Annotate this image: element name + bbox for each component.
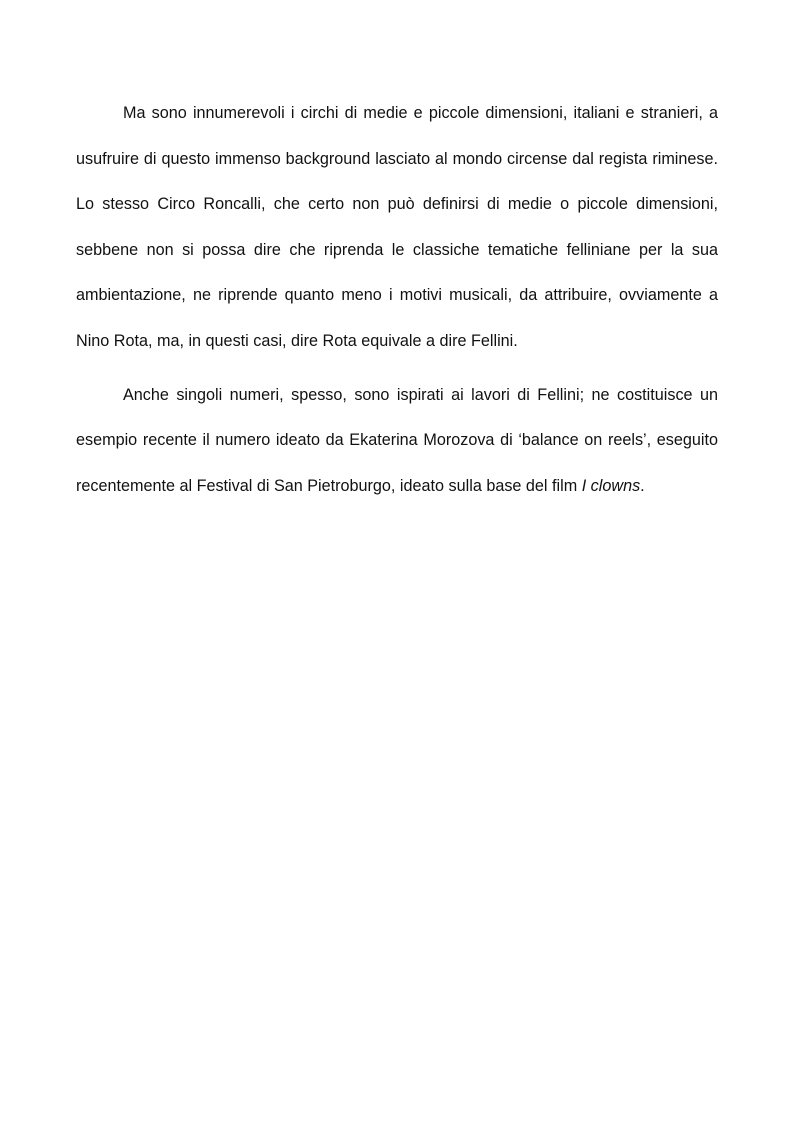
- paragraph-text-after-title: .: [640, 476, 645, 495]
- film-title: I clowns: [581, 476, 641, 495]
- paragraph-text-before-title: Anche singoli numeri, spesso, sono ispirati ai lavori di Fellini; ne costituisce un esempio recente il numero ideato da Ekaterina Morozova di ‘balance on reels’, eseguito recentemente al Festival di San Pietroburgo, ideato sulla base del film: [76, 385, 718, 495]
- body-text: [76, 91, 718, 509]
- paragraph-circhi-background: Ma sono innumerevoli i circhi di medie e piccole dimensioni, italiani e stranieri, a usufruire di questo immenso background lasciato al mondo circense dal regista riminese. Lo stesso Circo Roncalli, che certo non può definirsi di medie o piccole dimensioni, sebbene non si possa dire che riprenda le classiche tematiche felliniane per la sua ambientazione, ne riprende quanto meno i motivi musicali, da attribuire, ovviamente a Nino Rota, ma, in questi casi, dire Rota equivale a dire Fellini.: [76, 104, 718, 350]
- paragraph-singoli-numeri: [76, 373, 718, 510]
